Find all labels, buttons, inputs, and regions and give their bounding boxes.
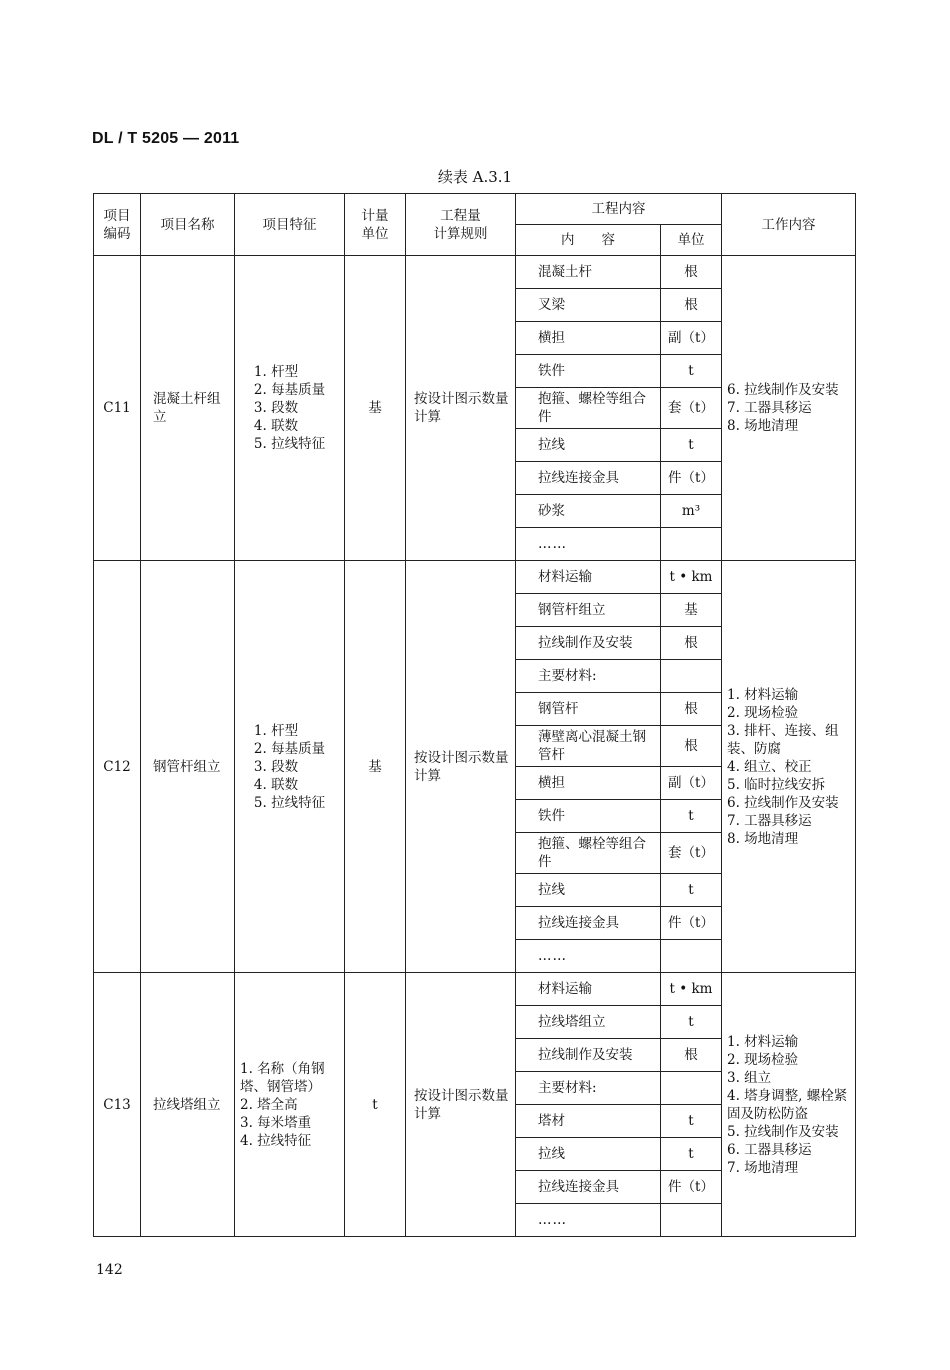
content-unit: 件（t）: [661, 462, 722, 495]
page-number: 142: [96, 1262, 123, 1278]
content-unit: t: [661, 355, 722, 388]
header-work: 工作内容: [722, 194, 856, 256]
content-item: ……: [516, 940, 661, 973]
content-unit: t: [661, 874, 722, 907]
content-unit: [661, 1072, 722, 1105]
content-unit: 根: [661, 1039, 722, 1072]
content-unit: t • km: [661, 561, 722, 594]
standard-code-header: DL / T 5205 — 2011: [92, 130, 240, 147]
content-unit: 套（t）: [661, 388, 722, 429]
header-rule: 工程量 计算规则: [406, 194, 516, 256]
feature-list: 1. 名称（角钢塔、钢管塔） 2. 塔全高 3. 每米塔重 4. 拉线特征: [240, 1060, 325, 1149]
content-item: 拉线: [516, 429, 661, 462]
content-unit: t: [661, 429, 722, 462]
header-name: 项目名称: [141, 194, 235, 256]
content-item: 拉线: [516, 874, 661, 907]
content-item: 材料运输: [516, 561, 661, 594]
content-item: 主要材料:: [516, 1072, 661, 1105]
header-content-item: 内 容: [516, 225, 661, 256]
content-item: 铁件: [516, 800, 661, 833]
table-row: [94, 256, 856, 289]
content-unit: 根: [661, 256, 722, 289]
table-row: [94, 561, 856, 594]
content-item: 抱箍、螺栓等组合件: [516, 388, 661, 429]
content-unit: [661, 1204, 722, 1237]
work-content: 1. 材料运输 2. 现场检验 3. 排杆、连接、组装、防腐 4. 组立、校正 5. 临时拉线安拆 6. 拉线制作及安装 7. 工器具移运 8. 场地清理: [722, 561, 856, 973]
content-item: 拉线连接金具: [516, 1171, 661, 1204]
content-item: 材料运输: [516, 973, 661, 1006]
content-unit: t: [661, 1105, 722, 1138]
content-unit: 副（t）: [661, 767, 722, 800]
content-unit: [661, 660, 722, 693]
content-item: ……: [516, 1204, 661, 1237]
item-rule: 按设计图示数量计算: [406, 561, 516, 973]
item-rule: 按设计图示数量计算: [406, 256, 516, 561]
content-unit: 基: [661, 594, 722, 627]
content-unit: t: [661, 1006, 722, 1039]
content-unit: t • km: [661, 973, 722, 1006]
item-features: [235, 973, 345, 1237]
content-item: 叉梁: [516, 289, 661, 322]
content-unit: t: [661, 1138, 722, 1171]
item-unit: 基: [345, 256, 406, 561]
content-item: 拉线: [516, 1138, 661, 1171]
item-code: C12: [94, 561, 141, 973]
item-code: C11: [94, 256, 141, 561]
content-item: 砂浆: [516, 495, 661, 528]
content-item: 薄壁离心混凝土钢管杆: [516, 726, 661, 767]
content-item: 钢管杆: [516, 693, 661, 726]
content-unit: 套（t）: [661, 833, 722, 874]
content-unit: 根: [661, 627, 722, 660]
item-unit: t: [345, 973, 406, 1237]
content-unit: 根: [661, 289, 722, 322]
content-item: 抱箍、螺栓等组合件: [516, 833, 661, 874]
content-unit: 根: [661, 693, 722, 726]
content-item: 钢管杆组立: [516, 594, 661, 627]
header-unit: 计量 单位: [345, 194, 406, 256]
feature-list: 1. 杆型 2. 每基质量 3. 段数 4. 联数 5. 拉线特征: [253, 722, 326, 811]
content-unit: 件（t）: [661, 907, 722, 940]
content-item: 塔材: [516, 1105, 661, 1138]
content-item: 拉线连接金具: [516, 462, 661, 495]
specification-table: [93, 193, 856, 1237]
content-unit: m³: [661, 495, 722, 528]
content-item: ……: [516, 528, 661, 561]
content-unit: [661, 940, 722, 973]
work-content: 1. 材料运输 2. 现场检验 3. 组立 4. 塔身调整, 螺栓紧固及防松防盗 5. 拉线制作及安装 6. 工器具移运 7. 场地清理: [722, 973, 856, 1237]
item-code: C13: [94, 973, 141, 1237]
item-name: 拉线塔组立: [141, 973, 235, 1237]
item-rule: 按设计图示数量计算: [406, 973, 516, 1237]
item-name: 混凝土杆组立: [141, 256, 235, 561]
content-unit: 副（t）: [661, 322, 722, 355]
content-item: 拉线连接金具: [516, 907, 661, 940]
table-title: 续表 A.3.1: [437, 168, 513, 186]
content-item: 拉线制作及安装: [516, 1039, 661, 1072]
content-unit: [661, 528, 722, 561]
content-item: 主要材料:: [516, 660, 661, 693]
header-content-unit: 单位: [661, 225, 722, 256]
header-content-group: 工程内容: [516, 194, 722, 225]
header-feature: 项目特征: [235, 194, 345, 256]
content-item: 铁件: [516, 355, 661, 388]
header-code: 项目 编码: [94, 194, 141, 256]
feature-list: 1. 杆型 2. 每基质量 3. 段数 4. 联数 5. 拉线特征: [253, 364, 326, 452]
content-item: 横担: [516, 322, 661, 355]
content-item: 混凝土杆: [516, 256, 661, 289]
content-item: 拉线制作及安装: [516, 627, 661, 660]
content-item: 横担: [516, 767, 661, 800]
table-body: [94, 256, 856, 1237]
table-row: [94, 973, 856, 1006]
item-name: 钢管杆组立: [141, 561, 235, 973]
content-unit: 件（t）: [661, 1171, 722, 1204]
content-unit: 根: [661, 726, 722, 767]
content-unit: t: [661, 800, 722, 833]
item-unit: 基: [345, 561, 406, 973]
item-features: [235, 561, 345, 973]
item-features: [235, 256, 345, 561]
content-item: 拉线塔组立: [516, 1006, 661, 1039]
work-content: 6. 拉线制作及安装 7. 工器具移运 8. 场地清理: [722, 256, 856, 561]
